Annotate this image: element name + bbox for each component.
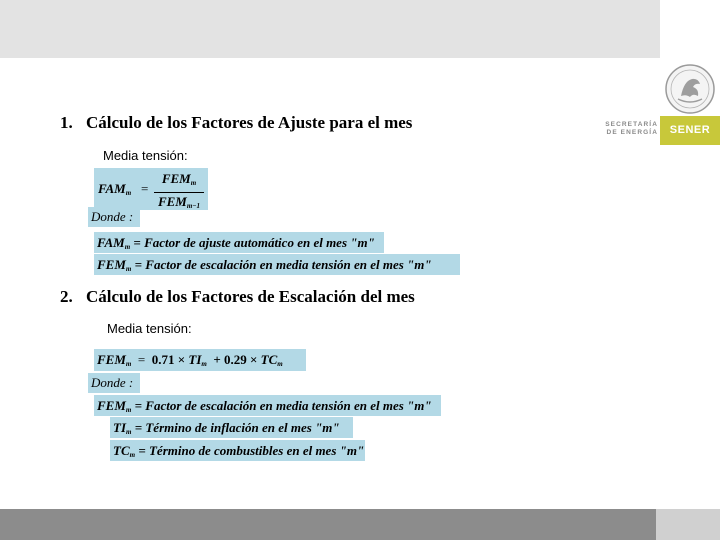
section2-subtitle: Media tensión:: [107, 321, 192, 336]
header-bar-right: [660, 0, 720, 58]
section1-def-fem: $FEM_m$ = Factor de escalación en media tensión en el mes "m": [94, 254, 460, 275]
mexico-seal-icon: [664, 63, 716, 115]
section1-heading: 1. Cálculo de los Factores de Ajuste para el mes: [60, 113, 413, 132]
footer-bar: [0, 509, 656, 540]
section2-def-ti: $TI_m$ = Término de inflación en el mes "m": [110, 417, 353, 438]
section2-def-tc: $TC_m$ = Término de combustibles en el mes "m": [110, 440, 365, 461]
secretaria-label: SECRETARÍA DE ENERGÍA: [605, 121, 658, 136]
fam-formula: $FAM_m$ = $FEM_m$ $FEM_{m-1}$: [94, 168, 208, 210]
header-bar: [0, 0, 660, 58]
footer-bar-right: [656, 509, 720, 540]
section1-subtitle: Media tensión:: [103, 148, 188, 163]
sener-logo-text: SENER: [669, 124, 711, 136]
section2-donde: Donde :: [88, 373, 140, 393]
section1-donde: Donde :: [88, 207, 140, 227]
fem-formula: $FEM_m = 0.71 \times TI_m + 0.29 \times TC_m$: [94, 349, 306, 371]
section2-heading: 2. Cálculo de los Factores de Escalación del mes: [60, 287, 415, 306]
section2-def-fem: $FEM_m$ = Factor de escalación en media tensión en el mes "m": [94, 395, 441, 416]
section1-def-fam: $FAM_m$ = Factor de ajuste automático en el mes "m": [94, 232, 384, 253]
